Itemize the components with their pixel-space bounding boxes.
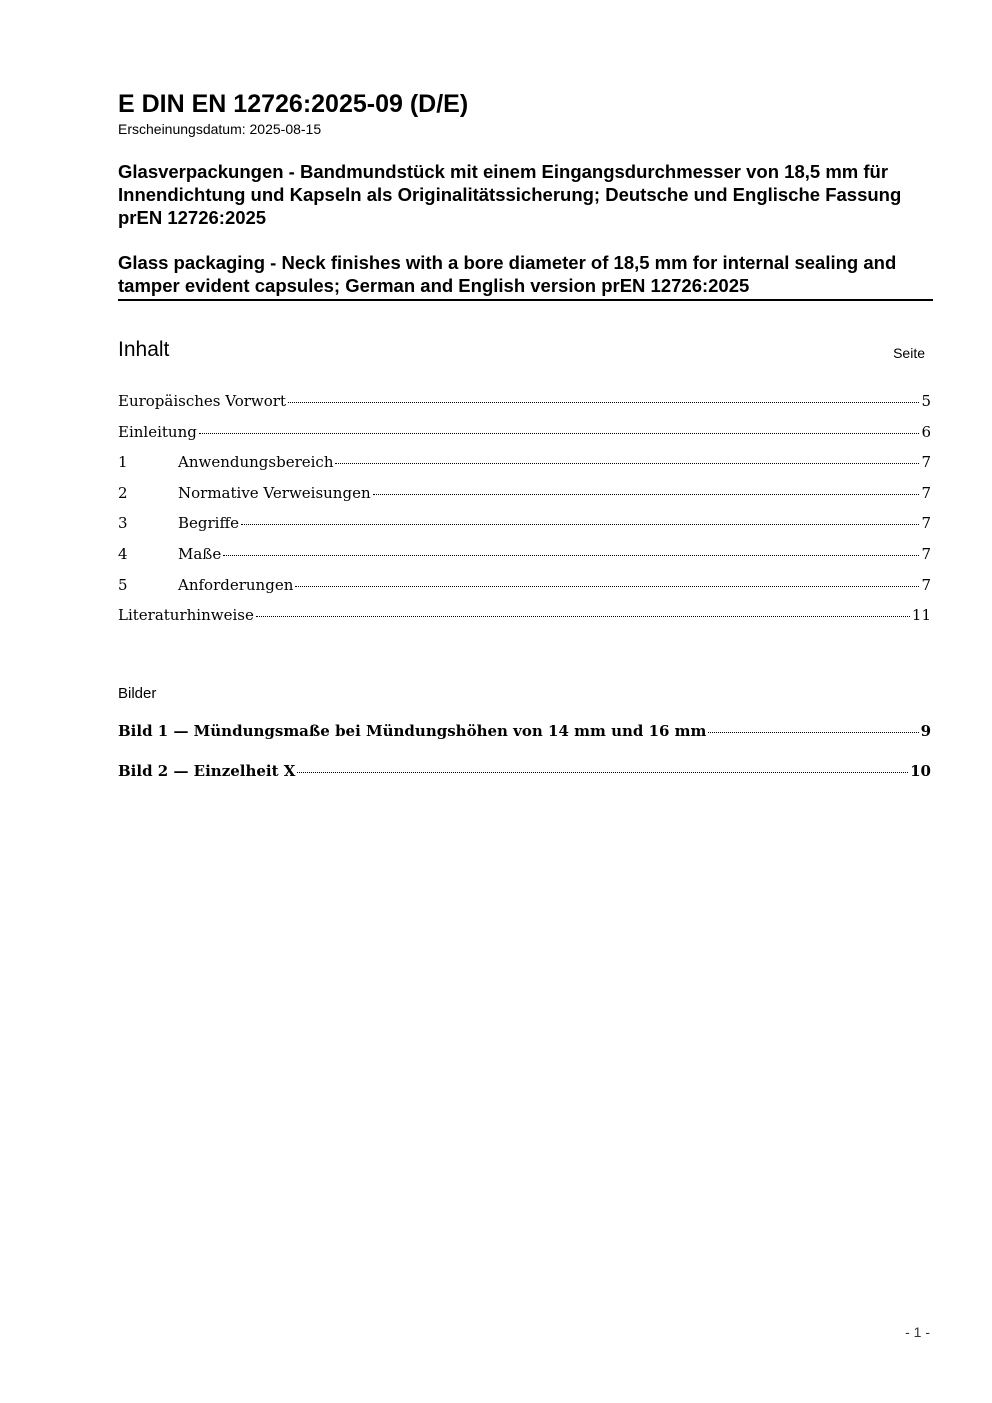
- toc-entry[interactable]: [118, 484, 931, 515]
- toc-entry-label: Anwendungsbereich: [178, 453, 334, 472]
- table-of-contents: [118, 392, 931, 637]
- dot-leader: [708, 732, 918, 733]
- toc-entry[interactable]: [118, 453, 931, 484]
- list-of-figures: [118, 722, 931, 802]
- document-title: E DIN EN 12726:2025-09 (D/E): [118, 90, 469, 118]
- toc-entry-page: 7: [921, 483, 931, 502]
- toc-entry-label: Literaturhinweise: [118, 606, 254, 625]
- toc-entry-label: Einleitung: [118, 422, 197, 441]
- toc-entry-page: 6: [921, 422, 931, 441]
- figure-entry-label: Bild 1 — Mündungsmaße bei Mündungshöhen von 14 mm und 16 mm: [118, 722, 707, 740]
- toc-entry-page: 7: [921, 544, 931, 563]
- toc-entry-number: 2: [118, 483, 128, 502]
- toc-entry-number: 5: [118, 575, 128, 594]
- toc-entry[interactable]: [118, 423, 931, 454]
- figure-entry-label: Bild 2 — Einzelheit X: [118, 762, 296, 780]
- publication-date: Erscheinungsdatum: 2025-08-15: [118, 121, 322, 137]
- toc-entry-page: 7: [921, 575, 931, 594]
- toc-entry-label: Anforderungen: [178, 575, 294, 594]
- toc-entry-label: Maße: [178, 544, 222, 563]
- toc-entry-label: Europäisches Vorwort: [118, 392, 286, 410]
- dot-leader: [295, 586, 919, 587]
- toc-entry[interactable]: [118, 545, 931, 576]
- figure-entry[interactable]: [118, 722, 931, 762]
- dot-leader: [199, 433, 920, 434]
- toc-entry[interactable]: [118, 576, 931, 607]
- toc-entry-label: Begriffe: [178, 514, 240, 533]
- toc-page-column-label: Seite: [893, 345, 925, 361]
- toc-entry[interactable]: [118, 606, 931, 637]
- toc-entry-page: 7: [921, 514, 931, 533]
- dot-leader: [288, 402, 919, 403]
- toc-heading: Inhalt: [118, 338, 170, 361]
- toc-entry-page: 7: [921, 453, 931, 472]
- german-title: Glasverpackungen - Bandmundstück mit einem Eingangsdurchmesser von 18,5 mm für Innendichtung und Kapseln als Originalitätssicherung; Deutsche und Englische Fassung prEN 12726:2025: [118, 161, 902, 228]
- figure-entry-page: 10: [910, 762, 931, 780]
- toc-entry-number: 3: [118, 514, 128, 533]
- page-number: - 1 -: [905, 1324, 930, 1340]
- toc-entry-page: 5: [921, 392, 931, 410]
- toc-entry[interactable]: [118, 392, 931, 423]
- figure-entry[interactable]: [118, 762, 931, 802]
- dot-leader: [297, 772, 908, 773]
- figure-entry-page: 9: [920, 722, 931, 740]
- toc-entry-page: 11: [911, 606, 931, 625]
- toc-entry-number: 1: [118, 453, 128, 472]
- toc-entry[interactable]: [118, 514, 931, 545]
- figures-heading: Bilder: [118, 685, 157, 702]
- dot-leader: [335, 463, 919, 464]
- toc-entry-label: Normative Verweisungen: [178, 483, 371, 502]
- dot-leader: [373, 494, 920, 495]
- toc-entry-number: 4: [118, 544, 128, 563]
- english-title: Glass packaging - Neck finishes with a bore diameter of 18,5 mm for internal sealing and tamper evident capsules; German and English version prEN 12726:2025: [118, 251, 933, 301]
- dot-leader: [223, 555, 919, 556]
- dot-leader: [256, 616, 910, 617]
- dot-leader: [241, 524, 919, 525]
